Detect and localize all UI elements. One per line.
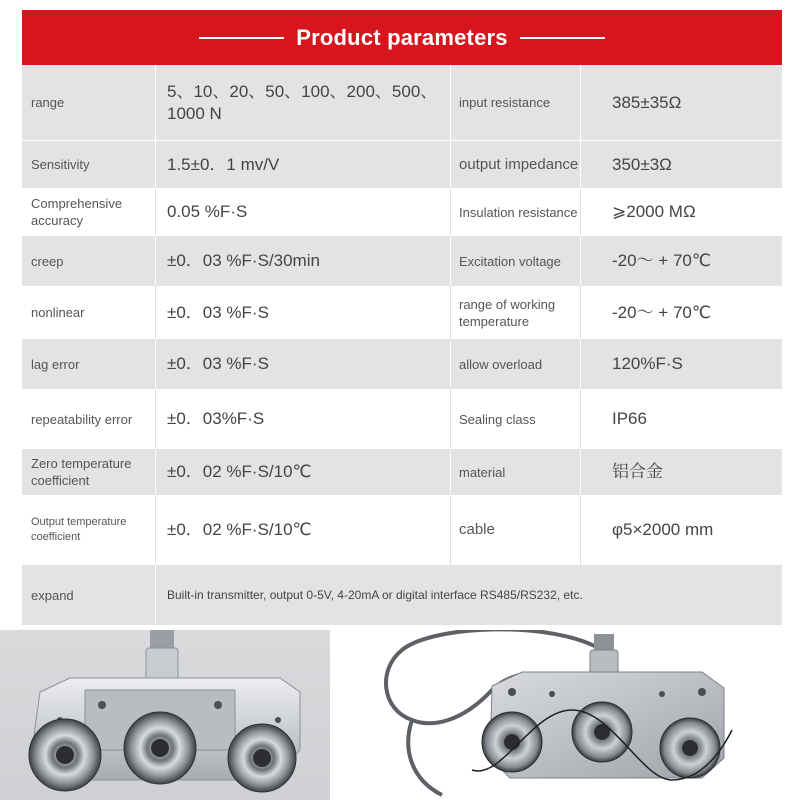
param-label: range: [31, 95, 65, 110]
param-value: 5、10、20、50、100、200、500、1000 N: [167, 81, 438, 123]
param-value: φ5×2000 mm: [612, 520, 714, 539]
param-label: input resistance: [459, 95, 551, 110]
table-row: [22, 565, 782, 625]
param-value: 0.05 %F·S: [167, 202, 248, 221]
param-value: -20～ + 70℃: [612, 302, 711, 322]
param-value: ⩾2000 MΩ: [612, 202, 696, 221]
param-value: ±0．02 %F·S/10℃: [167, 462, 312, 481]
param-label: Sensitivity: [31, 157, 90, 172]
expand-label: expand: [31, 587, 74, 603]
param-label: cable: [459, 521, 495, 538]
tension-sensor-photo-right: [372, 630, 800, 800]
table-row: [22, 286, 782, 339]
param-label: output impedance: [459, 155, 579, 173]
table-row: [22, 188, 782, 236]
param-value: 385±35Ω: [612, 92, 682, 112]
expand-value: Built-in transmitter, output 0-5V, 4-20mA or digital interface RS485/RS232, etc.: [167, 588, 583, 602]
param-label: Output temperature coefficient: [31, 516, 127, 543]
param-label: Sealing class: [459, 411, 536, 427]
table-row: [22, 495, 782, 565]
table-row: [22, 389, 782, 449]
param-label: Excitation voltage: [459, 253, 561, 269]
param-value: ±0．03 %F·S: [167, 302, 269, 322]
param-value: ±0．03 %F·S: [167, 354, 269, 373]
table-row: [22, 449, 782, 495]
header-banner: [22, 10, 782, 65]
table-row: [22, 65, 782, 140]
table-row: [22, 141, 782, 188]
param-value: 铝合金: [612, 462, 663, 481]
param-value: ±0．03%F·S: [167, 409, 265, 428]
param-label: range of working temperature: [459, 296, 556, 329]
param-value: 120%F·S: [612, 354, 683, 373]
param-label: creep: [31, 253, 64, 269]
param-value: -20～ + 70℃: [612, 251, 711, 270]
param-label: allow overload: [459, 356, 543, 372]
param-value: 350±3Ω: [612, 154, 672, 174]
param-label: Comprehensive accuracy: [31, 196, 123, 228]
param-label: repeatability error: [31, 411, 133, 427]
param-value: ±0．03 %F·S/30min: [167, 251, 320, 270]
table-row: [22, 236, 782, 286]
param-value: 1.5±0．1 mv/V: [167, 154, 280, 174]
header-line-left: [199, 37, 284, 39]
param-label: material: [459, 464, 506, 480]
param-value: IP66: [612, 409, 647, 428]
param-value: ±0．02 %F·S/10℃: [167, 520, 312, 539]
param-label: lag error: [31, 356, 80, 372]
param-label: Insulation resistance: [459, 204, 578, 220]
header-line-right: [520, 37, 605, 39]
param-label: Zero temperature coefficient: [31, 456, 132, 488]
tension-sensor-photo-left: [0, 630, 330, 800]
table-row: [22, 339, 782, 389]
param-label: nonlinear: [31, 305, 85, 320]
page-title: Product parameters: [296, 24, 508, 50]
